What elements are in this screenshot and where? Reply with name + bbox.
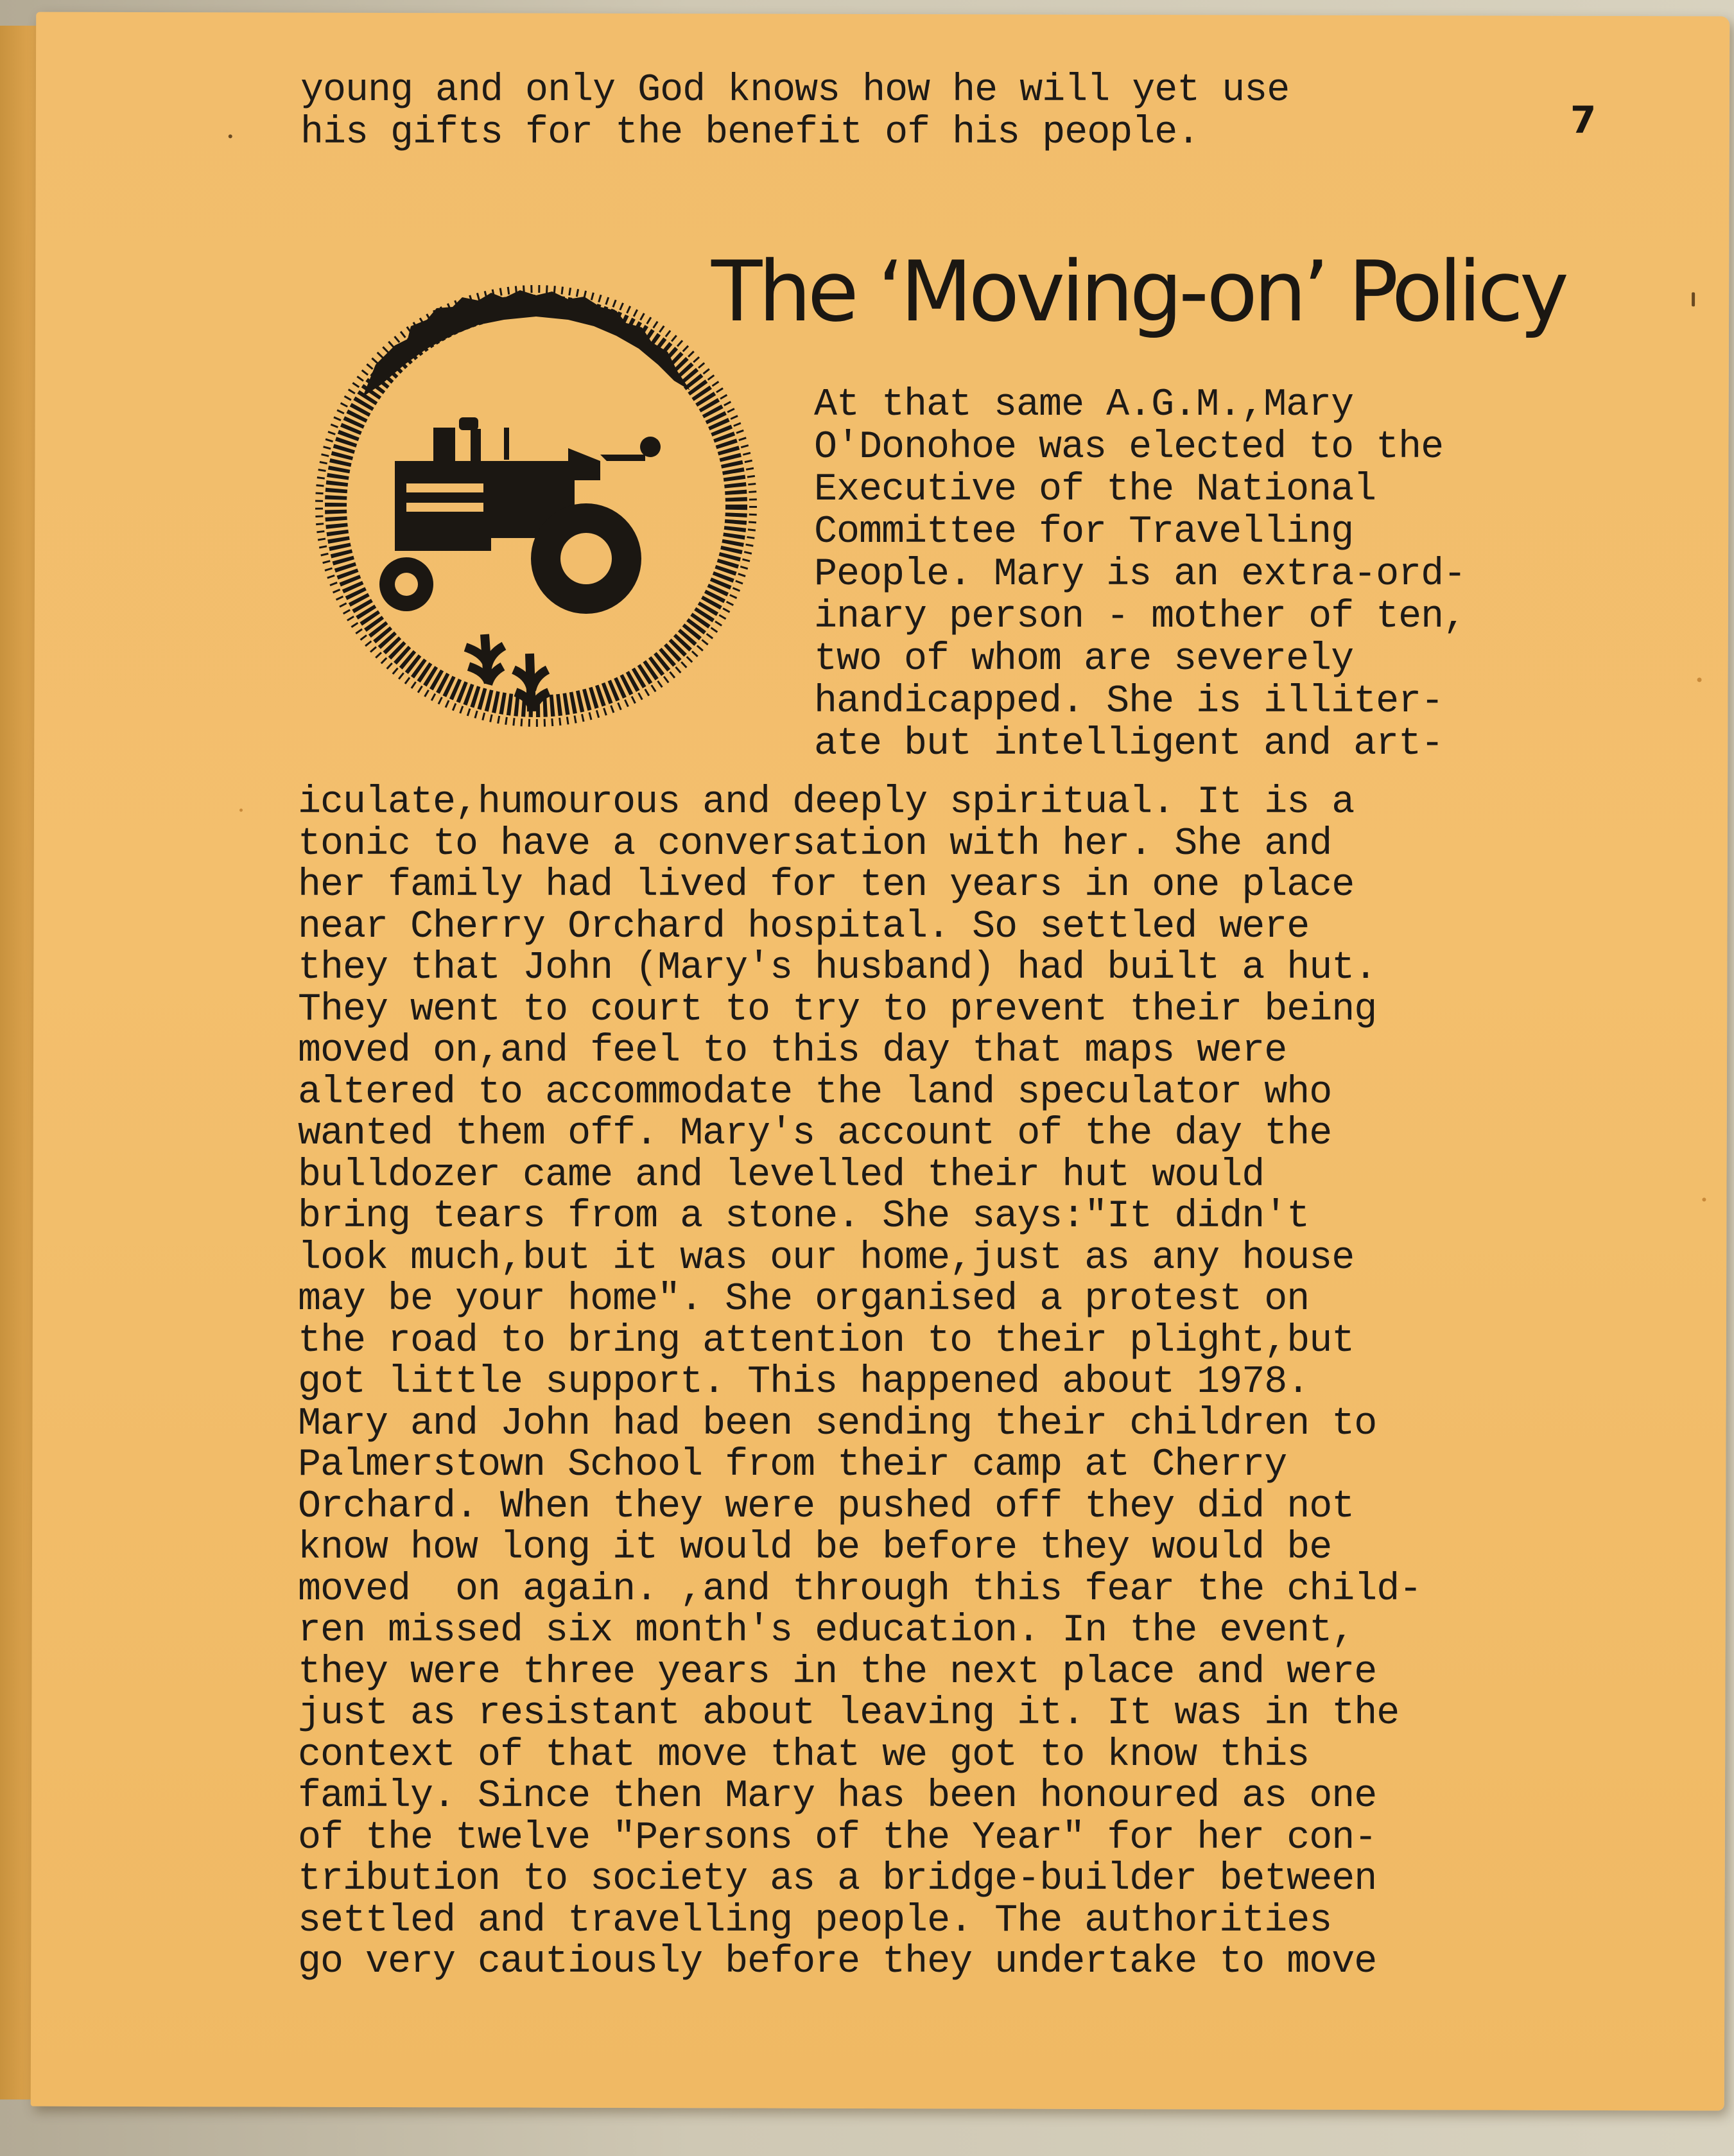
- paper-speck: [1697, 677, 1702, 682]
- tractor-emblem-icon: [299, 268, 774, 743]
- paper-speck: [229, 134, 232, 138]
- article-intro-wrapped: At that same A.G.M.,Mary O'Donohoe was elected to the Executive of the National Committee for Travelling People. Mary is an extra-ord- inary person - mother of ten, two of whom are severely handicapped. She is illiter- ate but intelligent and art-: [814, 383, 1466, 766]
- article-title: The ‘Moving-on’ Policy: [711, 243, 1565, 340]
- paper-speck: [239, 808, 243, 812]
- continued-paragraph: young and only God knows how he will yet use his gifts for the benefit of his people.: [300, 69, 1290, 155]
- article-body: iculate,humourous and deeply spiritual. It is a tonic to have a conversation with her. She and her family had lived for ten years in one place near Cherry Orchard hospital. So settled were they that John (Mary's husband) had built a hut. They went to court to try to prevent their being moved on,and feel to this day that maps were altered to accommodate the land speculator who wanted them off. Mary's account of the day the bulldozer came and levelled their hut would bring tears from a stone. She says:"It didn't look much,but it was our home,just as any house may be your home". She organised a protest on the road to bring attention to their plight,but got little support. This happened about 1978. Mary and John had been sending their children to Palmerstown School from their camp at Cherry Orchard. When they were pushed off they did not know how long it would be before they would be moved on again. ,and through this fear the child- ren missed six month's education. In the event, they were three years in the next place and were just as resistant about leaving it. It was in the context of that move that we got to know this family. Since then Mary has been honoured as one of the twelve "Persons of the Year" for her con- tribution to society as a bridge-builder between settled and travelling people. The authorities go very cautiously before they undertake to move: [298, 781, 1422, 1984]
- paper-speck: [1692, 292, 1695, 306]
- page-number: 7: [1570, 98, 1597, 142]
- paper-speck: [1702, 1197, 1706, 1201]
